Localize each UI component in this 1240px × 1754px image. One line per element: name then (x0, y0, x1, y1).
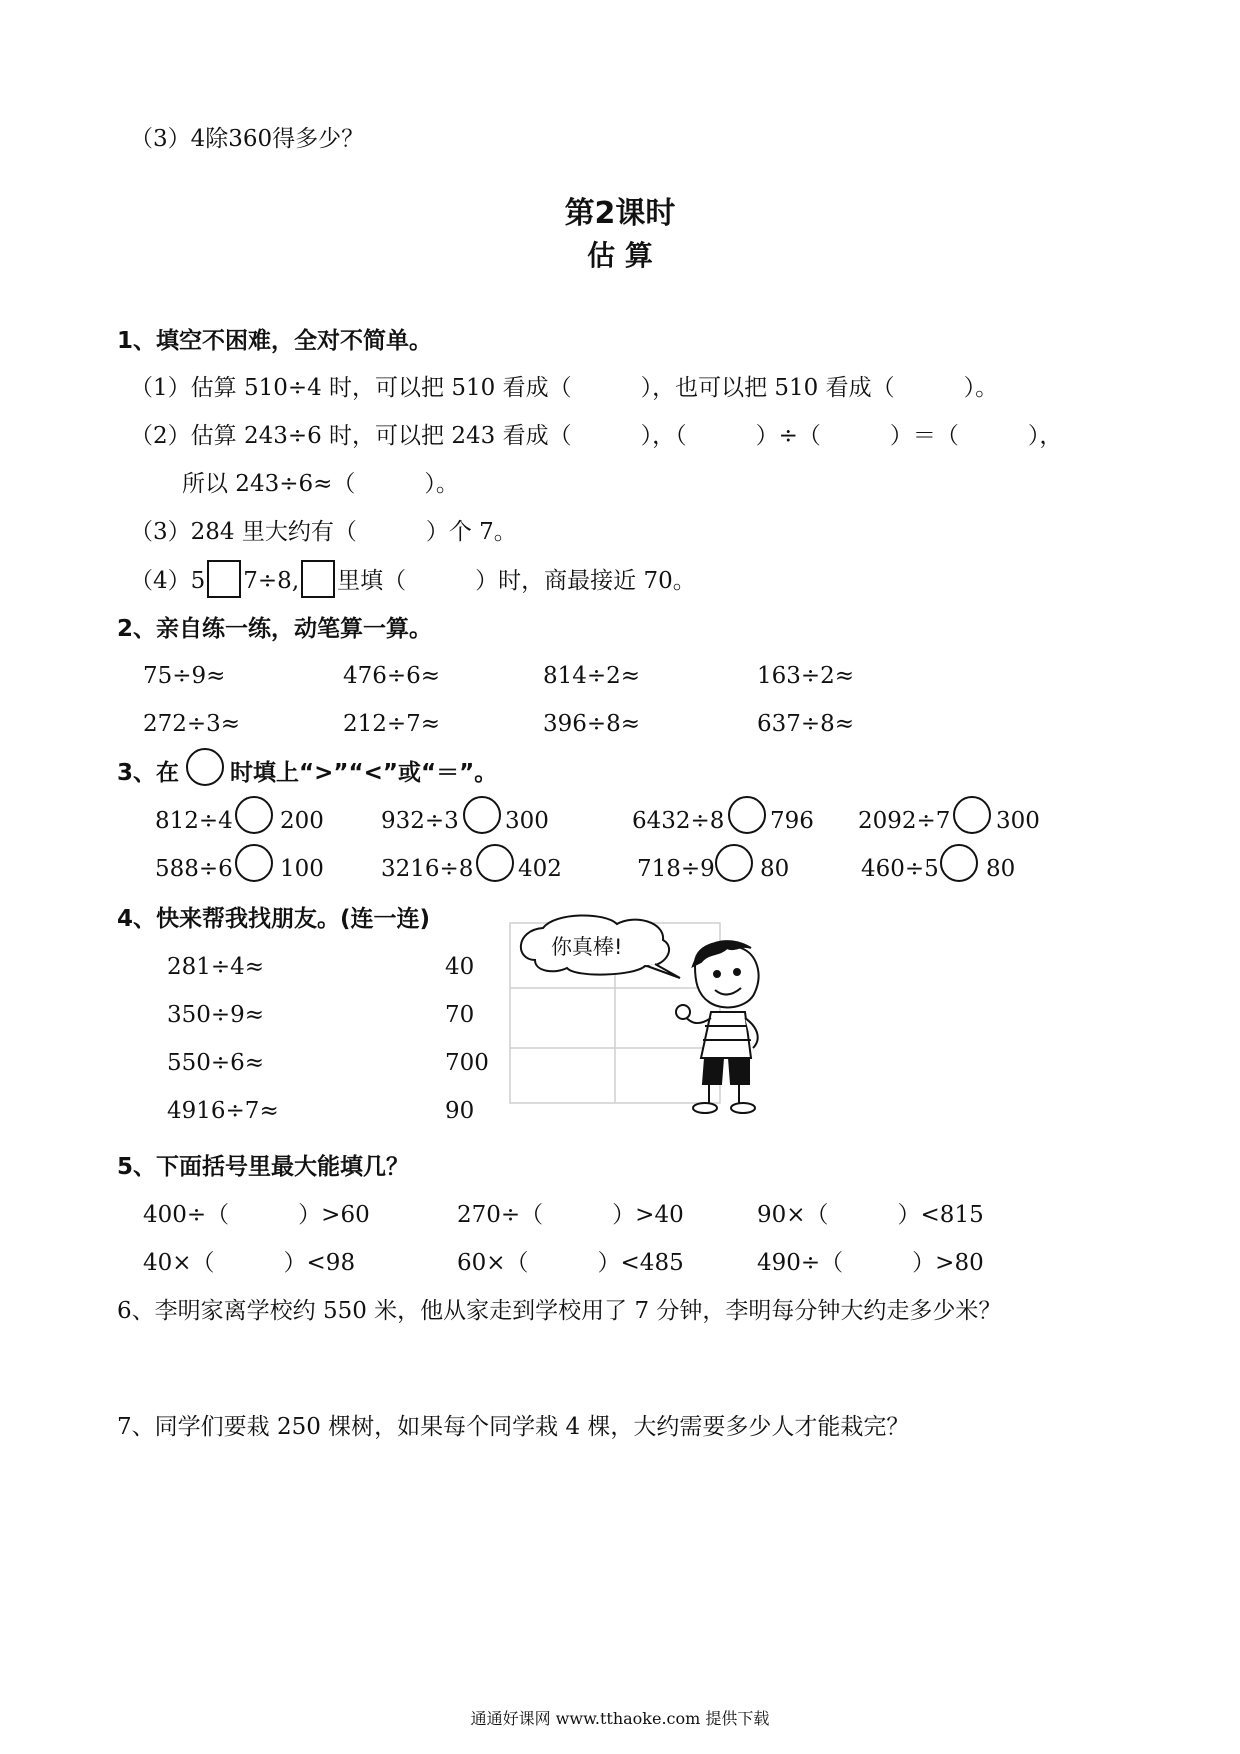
compare-circle[interactable] (728, 796, 766, 834)
q1-item4-mid: 7÷8, (243, 568, 300, 594)
compare-circle[interactable] (476, 844, 514, 882)
q3-left: 2092÷7 (858, 808, 951, 834)
lesson-title: 第2课时 (564, 196, 676, 231)
q4-left-expr: 550÷6≈ (167, 1050, 265, 1076)
q7-word-problem: 7、同学们要栽 250 棵树，如果每个同学栽 4 棵，大约需要多少人才能栽完？ (117, 1414, 910, 1440)
q5-expr: 90×（ ）<815 (757, 1202, 984, 1228)
q3-left: 460÷5 (861, 856, 939, 882)
q2-expr: 212÷7≈ (343, 711, 441, 737)
q3-left: 932÷3 (381, 808, 459, 834)
q4-right-value: 70 (445, 1002, 475, 1028)
q3-right: 100 (280, 856, 324, 882)
bubble-text: 你真棒! (551, 935, 623, 959)
q3-left: 6432÷8 (632, 808, 725, 834)
q2-expr: 637÷8≈ (757, 711, 855, 737)
compare-circle[interactable] (940, 844, 978, 882)
q2-expr: 814÷2≈ (543, 663, 641, 689)
compare-circle[interactable] (953, 796, 991, 834)
q4-left-expr: 4916÷7≈ (167, 1098, 279, 1124)
q6-word-problem: 6、李明家离学校约 550 米，他从家走到学校用了 7 分钟，李明每分钟大约走多少米？ (117, 1298, 1002, 1324)
q3-right: 796 (770, 808, 814, 834)
q3-left: 3216÷8 (381, 856, 474, 882)
q4-right-value: 40 (445, 954, 475, 980)
prev-question-3: （3）4除360得多少？ (130, 126, 365, 152)
q1-heading: 1、填空不困难，全对不简单。 (117, 328, 433, 354)
q5-heading: 5、下面括号里最大能填几？ (117, 1154, 410, 1180)
q3-left: 718÷9 (637, 856, 715, 882)
q5-expr: 490÷（ ）>80 (757, 1250, 984, 1276)
q1-item4-pre: （4）5 (130, 568, 206, 594)
compare-circle[interactable] (235, 796, 273, 834)
q5-expr: 270÷（ ）>40 (457, 1202, 684, 1228)
q2-expr: 163÷2≈ (757, 663, 855, 689)
q5-expr: 40×（ ）<98 (143, 1250, 356, 1276)
q4-heading: 4、快来帮我找朋友。(连一连) (117, 906, 431, 932)
answer-box[interactable] (207, 560, 241, 598)
q3-right: 80 (986, 856, 1016, 882)
q3-heading-post: 时填上“>”“<”或“＝”。 (230, 760, 498, 786)
q4-left-expr: 350÷9≈ (167, 1002, 265, 1028)
q2-expr: 272÷3≈ (143, 711, 241, 737)
q4-right-value: 700 (445, 1050, 489, 1076)
q1-item2b: 所以 243÷6≈（ ）。 (182, 471, 459, 497)
q2-expr: 396÷8≈ (543, 711, 641, 737)
compare-circle[interactable] (715, 844, 753, 882)
compare-circle[interactable] (235, 844, 273, 882)
q3-right: 200 (280, 808, 324, 834)
q3-right: 402 (518, 856, 562, 882)
q5-expr: 400÷（ ）>60 (143, 1202, 370, 1228)
compare-circle[interactable] (463, 796, 501, 834)
q3-left: 812÷4 (155, 808, 233, 834)
boy-figure (676, 941, 759, 1113)
cartoon-boy-illustration (505, 908, 795, 1120)
q4-right-value: 90 (445, 1098, 475, 1124)
lesson-subtitle: 估 算 (587, 239, 653, 272)
q1-item3: （3）284 里大约有（ ）个 7。 (130, 519, 517, 545)
compare-circle (186, 748, 224, 786)
q5-expr: 60×（ ）<485 (457, 1250, 684, 1276)
q1-item4 (130, 566, 696, 598)
q3-right: 80 (760, 856, 790, 882)
q3-right: 300 (505, 808, 549, 834)
q3-right: 300 (996, 808, 1040, 834)
q3-heading-pre: 3、在 (117, 760, 180, 786)
q3-left: 588÷6 (155, 856, 233, 882)
q1-item2a: （2）估算 243÷6 时，可以把 243 看成（ ），（ ）÷（ ）＝（ ）， (130, 423, 1063, 449)
q1-item4-post: 里填（ ）时，商最接近 70。 (337, 568, 696, 594)
q4-left-expr: 281÷4≈ (167, 954, 265, 980)
answer-box[interactable] (301, 560, 335, 598)
footer-source: 通通好课网 www.tthaoke.com 提供下载 (470, 1709, 770, 1728)
q2-heading: 2、亲自练一练，动笔算一算。 (117, 616, 433, 642)
q2-expr: 75÷9≈ (143, 663, 226, 689)
q2-expr: 476÷6≈ (343, 663, 441, 689)
q1-item1: （1）估算 510÷4 时，可以把 510 看成（ ），也可以把 510 看成（ ）。 (130, 375, 999, 401)
